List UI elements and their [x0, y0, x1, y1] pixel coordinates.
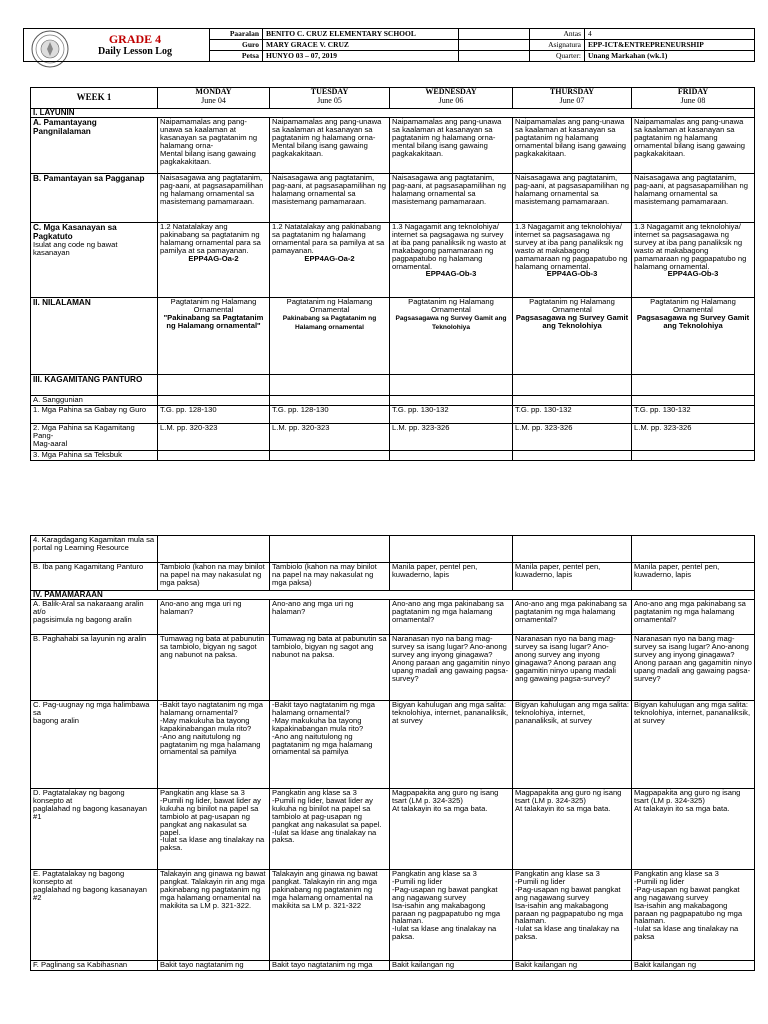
row-label-kagamitang-pang-mag-aaral: 2. Mga Pahina sa Kagamitang Pang- Mag-aaral	[31, 424, 158, 451]
subject-label: Asignatura	[530, 40, 585, 51]
cell-tg-mon: T.G. pp. 128-130	[158, 406, 270, 424]
cell-a-mon: Naipamamalas ang pang-unawa sa kaalaman at kasanayan sa pagtatanim ng halamang orna- Mental bilang isang gawaing pagkakakitaan.	[158, 118, 270, 174]
cell-a-fri: Naipamamalas ang pang-unawa sa kaalaman at kasanayan sa pagtatanim ng halamang ornamental bilang isang gawaing pagkakakitaan.	[632, 118, 755, 174]
cell-pag-uugnay-fri: Bigyan kahulugan ang mga salita: teknolohiya, internet, pananaliksik, at survey	[632, 701, 755, 789]
cell-c-tue: 1.2 Natatalakay ang pakinabang sa pagtatanim ng halamang ornamental para sa pamilya at sa pamayanan. EPP4AG-Oa-2	[270, 223, 390, 298]
teacher-label: Guro	[210, 40, 263, 51]
cell-pagtatalakay2-fri: Pangkatin ang klase sa 3 -Pumili ng lider -Pag-usapan ng bawat pangkat ang nagawang survey Isa-isahin ang makabagong paraan ng pagpapatubo ng mga halaman. -Iulat sa klase ang tinalakay na paksa	[632, 870, 755, 961]
competency-code: EPP4AG-Oa-2	[188, 253, 239, 263]
date-label: Petsa	[210, 51, 263, 62]
school-value: BENITO C. CRUZ ELEMENTARY SCHOOL	[263, 29, 459, 40]
cell-nilalaman-wed: Pagtatanim ng Halamang Ornamental Pagsasagawa ng Survey Gamit ang Teknolohiya	[390, 298, 513, 375]
cell-nilalaman-fri: Pagtatanim ng Halamang Ornamental Pagsasagawa ng Survey Gamit ang Teknolohiya	[632, 298, 755, 375]
cell-tg-fri: T.G. pp. 130-132	[632, 406, 755, 424]
cell-balik-aral-wed: Ano-ano ang mga pakinabang sa pagtatanim ng mga halamang ornamental?	[390, 600, 513, 635]
cell-a-wed: Naipamamalas ang pang-unawa sa kaalaman at kasanayan sa pagtatanim ng halamang orna- mental bilang isang gawaing pagkakakitaan.	[390, 118, 513, 174]
lesson-log-table-page1	[30, 87, 755, 461]
teacher-value: MARY GRACE V. CRUZ	[263, 40, 459, 51]
cell-b-mon: Naisasagawa ang pagtatanim, pag-aani, at pagsasapamilihan ng halamang ornamental sa masistemang pamamaraan.	[158, 174, 270, 223]
cell-a-tue: Naipamamalas ang pang-unawa sa kaalaman at kasanayan sa pagtatanim ng halamang orna- Mental bilang isang gawaing pagkakakitaan.	[270, 118, 390, 174]
row-label-sanggunian: A. Sanggunian	[31, 396, 158, 406]
cell-balik-aral-tue: Ano-ano ang mga uri ng halaman?	[270, 600, 390, 635]
grade-title: GRADE 4	[108, 32, 162, 46]
row-label-paglinang: F. Paglinang sa Kabihasnan	[31, 961, 158, 971]
row-label-balik-aral: A. Balik-Aral sa nakaraang aralin at/o pagsisimula ng bagong aralin	[31, 600, 158, 635]
cell-tg-thu: T.G. pp. 130-132	[513, 406, 632, 424]
cell-tg-tue: T.G. pp. 128-130	[270, 406, 390, 424]
cell-c-thu: 1.3 Nagagamit ang teknolohiya/ internet sa pagsasagawa ng survey at iba pang panaliksik ng wasto at makabagong pamamaraan ng pagpapatubo ng halamang ornamental. EPP4AG-Ob-3	[513, 223, 632, 298]
section-layunin: I. LAYUNIN	[31, 109, 755, 118]
cell-pagtatalakay2-thu: Pangkatin ang klase sa 3 -Pumili ng lider -Pag-usapan ng bawat pangkat ang nagawang survey Isa-isahin ang makabagong paraan ng pagpapatubo ng mga halaman. -Iulat sa klase ang tinalakay na paksa.	[513, 870, 632, 961]
school-label: Paaralan	[210, 29, 263, 40]
row-label-teksbuk: 3. Mga Pahina sa Teksbuk	[31, 451, 158, 461]
cell-paglinang-mon: Bakit tayo nagtatanim ng	[158, 961, 270, 971]
cell-b-tue: Naisasagawa ang pagtatanim, pag-aani, at pagsasapamilihan ng halamang ornamental sa masistemang pamamaraan.	[270, 174, 390, 223]
row-label-paghahabi: B. Paghahabi sa layunin ng aralin	[31, 635, 158, 701]
cell-balik-aral-mon: Ano-ano ang mga uri ng halaman?	[158, 600, 270, 635]
cell-nilalaman-tue: Pagtatanim ng Halamang Ornamental Pakinabang sa Pagtatanim ng Halamang ornamental	[270, 298, 390, 375]
cell-pagtatalakay2-tue: Talakayin ang ginawa ng bawat pangkat. Talakayin rin ang mga pakinabang ng pagtatanim ng mga halamang ornamental na makikita sa LM p. 321-322	[270, 870, 390, 961]
cell-balik-aral-thu: Ano-ano ang mga pakinabang sa pagtatanim ng mga halamang ornamental?	[513, 600, 632, 635]
day-header-thursday: THURSDAY June 07	[513, 88, 632, 109]
row-label-kasanayan: C. Mga Kasanayan sa Pagkatuto Isulat ang code ng bawat kasanayan	[31, 223, 158, 298]
cell-pag-uugnay-mon: -Bakit tayo nagtatanim ng mga halamang ornamental? -May makukuha ba tayong kapakinabangan mula rito? -Ano ang naitutulong ng pagtatanim ng mga halamang ornamental sa pamilya	[158, 701, 270, 789]
row-label-iba-pang-kagamitan: B. Iba pang Kagamitang Panturo	[31, 563, 158, 591]
cell-lm-thu: L.M. pp. 323-326	[513, 424, 632, 451]
row-label-pagtatalakay-1: D. Pagtatalakay ng bagong konsepto at paglalahad ng bagong kasanayan #1	[31, 789, 158, 870]
row-label-pag-uugnay: C. Pag-uugnay ng mga halimbawa sa bagong aralin	[31, 701, 158, 789]
cell-paghahabi-wed: Naranasan nyo na bang mag-survey sa isang lugar? Ano-anong survey ang inyong ginagawa? Anong paraan ang gagamitin ninyo upang madali ang gawaing pagsa-survey?	[390, 635, 513, 701]
competency-code: EPP4AG-Ob-3	[425, 269, 477, 279]
day-header-friday: FRIDAY June 08	[632, 88, 755, 109]
cell-pag-uugnay-wed: Bigyan kahulugan ang mga salita: teknolohiya, internet, pananaliksik, at survey	[390, 701, 513, 789]
header-table	[23, 28, 755, 62]
row-label-pamantayang-pangnilalaman: A. Pamantayang Pangnilalaman	[31, 118, 158, 174]
cell-a-thu: Naipamamalas ang pang-unawa sa kaalaman at kasanayan sa pagtatanim ng halamang ornamental bilang isang gawaing pagkakakitaan.	[513, 118, 632, 174]
cell-iba-tue: Tambiolo (kahon na may binilot na papel na may nakasulat ng mga paksa)	[270, 563, 390, 591]
cell-paghahabi-fri: Naranasan nyo na bang mag-survey sa isang lugar? Ano-anong survey ang inyong ginagawa? Anong paraan ang gagamitin ninyo upang madali ang gawaing pagsa-survey?	[632, 635, 755, 701]
log-title: Daily Lesson Log	[98, 46, 172, 57]
section-pamamaraan: IV. PAMAMARAAN	[31, 591, 755, 600]
competency-code: EPP4AG-Ob-3	[546, 269, 598, 279]
row-label-karagdagang-kagamitan: 4. Karagdagang Kagamitan mula sa portal ng Learning Resource	[31, 536, 158, 563]
section-nilalaman: II. NILALAMAN	[31, 298, 158, 375]
day-header-monday: MONDAY June 04	[158, 88, 270, 109]
cell-iba-thu: Manila paper, pentel pen, kuwaderno, lapis	[513, 563, 632, 591]
competency-code: EPP4AG-Oa-2	[304, 253, 355, 263]
day-header-tuesday: TUESDAY June 05	[270, 88, 390, 109]
cell-pag-uugnay-tue: -Bakit tayo nagtatanim ng mga halamang ornamental? -May makukuha ba tayong kapakinabangan mula rito? -Ano ang naitutulong ng pagtatanim ng mga halamang ornamental sa pamilya	[270, 701, 390, 789]
quarter-label: Quarter:	[530, 51, 585, 62]
week-label: WEEK 1	[31, 88, 158, 109]
cell-pagtatalakay1-wed: Magpapakita ang guro ng isang tsart (LM p. 324-325) At talakayin ito sa mga bata.	[390, 789, 513, 870]
subject-value: EPP-ICT&ENTREPRENEURSHIP	[585, 40, 755, 51]
cell-b-wed: Naisasagawa ang pagtatanim, pag-aani, at pagsasapamilihan ng halamang ornamental sa masistemang pamamaraan.	[390, 174, 513, 223]
cell-pagtatalakay1-tue: Pangkatin ang klase sa 3 -Pumili ng lider, bawat lider ay kukuha ng binilot na papel sa tambiolo at pag-usapan ng pangkat ang nakasulat sa papel. -Iulat sa klase ang tinalakay na paksa.	[270, 789, 390, 870]
cell-nilalaman-thu: Pagtatanim ng Halamang Ornamental Pagsasagawa ng Survey Gamit ang Teknolohiya	[513, 298, 632, 375]
cell-iba-wed: Manila paper, pentel pen, kuwaderno, lapis	[390, 563, 513, 591]
cell-iba-mon: Tambiolo (kahon na may binilot na papel na may nakasulat ng mga paksa)	[158, 563, 270, 591]
cell-pagtatalakay2-wed: Pangkatin ang klase sa 3 -Pumili ng lider -Pag-usapan ng bawat pangkat ang nagawang survey Isa-isahin ang makabagong paraan ng pagpapatubo ng mga halaman. -Iulat sa klase ang tinalakay na paksa.	[390, 870, 513, 961]
cell-iba-fri: Manila paper, pentel pen, kuwaderno, lapis	[632, 563, 755, 591]
cell-paglinang-wed: Bakit kailangan ng	[390, 961, 513, 971]
cell-pag-uugnay-thu: Bigyan kahulugan ang mga salita: teknolohiya, internet, pananaliksik, at survey	[513, 701, 632, 789]
section-kagamitang-panturo: III. KAGAMITANG PANTURO	[31, 375, 158, 396]
competency-code: EPP4AG-Ob-3	[667, 269, 719, 279]
cell-lm-mon: L.M. pp. 320-323	[158, 424, 270, 451]
cell-balik-aral-fri: Ano-ano ang mga pakinabang sa pagtatanim ng mga halamang ornamental?	[632, 600, 755, 635]
row-sublabel-kasanayan: Isulat ang code ng bawat kasanayan	[33, 240, 118, 257]
row-label-gabay-ng-guro: 1. Mga Pahina sa Gabay ng Guro	[31, 406, 158, 424]
row-label-pagtatalakay-2: E. Pagtatalakay ng bagong konsepto at paglalahad ng bagong kasanayan #2	[31, 870, 158, 961]
cell-lm-tue: L.M. pp. 320-323	[270, 424, 390, 451]
quarter-value: Unang Markahan (wk.1)	[585, 51, 755, 62]
cell-pagtatalakay1-mon: Pangkatin ang klase sa 3 -Pumili ng lider, bawat lider ay kukuha ng binilot na papel sa tambiolo at pag-usapan ng pangkat ang nakasulat sa papel. -Iulat sa klase ang tinalakay na paksa.	[158, 789, 270, 870]
cell-paghahabi-mon: Tumawag ng bata at pabunutin sa tambiolo, bigyan ng sagot ang nabunot na paksa.	[158, 635, 270, 701]
cell-lm-fri: L.M. pp. 323-326	[632, 424, 755, 451]
cell-paglinang-fri: Bakit kailangan ng	[632, 961, 755, 971]
cell-pagtatalakay2-mon: Talakayin ang ginawa ng bawat pangkat. Talakayin rin ang mga pakinabang ng pagtatanim ng mga halamang ornamental na makikita sa LM p. 321-322.	[158, 870, 270, 961]
cell-c-wed: 1.3 Nagagamit ang teknolohiya/ internet sa pagsagawa ng survey at iba pang panaliksik ng wasto at makabagong pamamaraan ng pagpapatubo ng halamang ornamental. EPP4AG-Ob-3	[390, 223, 513, 298]
cell-b-thu: Naisasagawa ang pagtatanim, pag-aani, at pagsasapamilihan ng halamang ornamental sa masistemang pamamaraan.	[513, 174, 632, 223]
date-value: HUNYO 03 – 07, 2019	[263, 51, 459, 62]
grade-title-cell	[24, 29, 210, 62]
cell-pagtatalakay1-fri: Magpapakita ang guro ng isang tsart (LM p. 324-325) At talakayin ito sa mga bata.	[632, 789, 755, 870]
day-header-wednesday: WEDNESDAY June 06	[390, 88, 513, 109]
cell-pagtatalakay1-thu: Magpapakita ang guro ng isang tsart (LM p. 324-325) At talakayin ito sa mga bata.	[513, 789, 632, 870]
cell-c-mon: 1.2 Natatalakay ang pakinabang sa pagtatanim ng halamang ornamental para sa pamilya at sa pamayanan. EPP4AG-Oa-2	[158, 223, 270, 298]
grade-level-value: 4	[585, 29, 755, 40]
grade-level-label: Antas	[530, 29, 585, 40]
cell-b-fri: Naisasagawa ang pagtatanim, pag-aani, at pagsasapamilihan ng halamang ornamental sa masistemang pamamaraan.	[632, 174, 755, 223]
cell-paglinang-tue: Bakit tayo nagtatanim ng mga	[270, 961, 390, 971]
cell-paglinang-thu: Bakit kailangan ng	[513, 961, 632, 971]
cell-tg-wed: T.G. pp. 130-132	[390, 406, 513, 424]
lesson-log-table-page2	[30, 535, 755, 971]
cell-paghahabi-tue: Tumawag ng bata at pabunutin sa tambiolo, bigyan ng sagot ang nabunot na paksa.	[270, 635, 390, 701]
cell-c-fri: 1.3 Nagagamit ang teknolohiya/ internet sa pagsasagawa ng survey at iba pang panaliksik ng wasto at makabagong pamamaraan ng pagpapatubo ng halamang ornamental. EPP4AG-Ob-3	[632, 223, 755, 298]
row-label-pamantayan-sa-pagganap: B. Pamantayan sa Pagganap	[31, 174, 158, 223]
cell-lm-wed: L.M. pp. 323-326	[390, 424, 513, 451]
cell-nilalaman-mon: Pagtatanim ng Halamang Ornamental "Pakinabang sa Pagtatanim ng Halamang ornamental"	[158, 298, 270, 375]
cell-paghahabi-thu: Naranasan nyo na bang mag-survey sa isang lugar? Ano-anong survey ang inyong ginagawa? Anong paraan ang gagamitin ninyo upang madali ang gawaing pagsa-survey?	[513, 635, 632, 701]
